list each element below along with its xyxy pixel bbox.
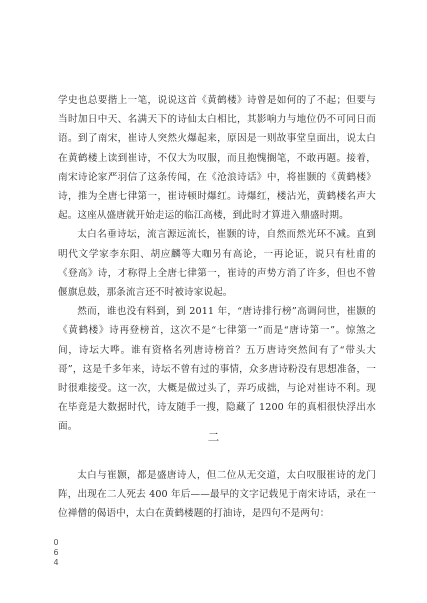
body-text-top [58,91,376,437]
page-number-digit: 6 [53,548,59,557]
page-number-digit: 0 [53,538,59,547]
paragraph: 太白与崔颢，都是盛唐诗人，但二位从无交道，太白叹服崔诗的龙门阵，出现在二人死去 400 年后——最早的文字记载见于南宋诗话，录在一位禅僧的偈语中，太白在黄鹤楼题的打油诗，是四句不是两句： [58,470,376,520]
body-text-bottom [58,466,376,524]
paragraph: 然而，谁也没有料到，到 2011 年，“唐诗排行榜”高调问世，崔颢的《黄鹤楼》诗再登榜首，这次不是“七律第一”而是“唐诗第一”。惊煞之间，诗坛大哗。谁有资格名列唐诗榜首？五万唐诗突然间有了“带头大哥”，这是千多年来，诗坛不曾有过的事情，众多唐诗粉没有思想准备，一时很难接受。这一次，大概是做过头了，弄巧成拙，与论对崔诗不利。现在毕竟是大数据时代，诗友随手一搜，隐藏了 1200 年的真相很快浮出水面。 [58,306,376,433]
paragraph: 太白名垂诗坛，流言源远流长，崔颢的诗，自然而然光环不减。直到明代文学家李东阳、胡应麟等大咖另有高论，一再论证，说只有杜甫的《登高》诗，才称得上全唐七律第一，崔诗的声势方消了许多，但也不曾偃旗息鼓，那条流言还不时被诗家说起。 [58,229,376,299]
section-heading: 二 [207,430,220,444]
page-number [52,538,60,568]
page-number-digit: 4 [53,558,59,567]
paragraph-continued: 学史也总要揩上一笔，说说这首《黄鹤楼》诗曾是如何的了不起；但要与当时加日中天、名满天下的诗仙太白相比，其影响力与地位仍不可同日而语。到了南宋，崔诗人突然火爆起来，原因是一则故事堂皇面出，说太白在黄鹤楼上读到崔诗，不仅大为叹服，而且抱愧搁笔，不敢再题。接着，南宋诗论家严羽信了这条传闻，在《沧浪诗话》中，将崔颢的《黄鹤楼》诗，推为全唐七律第一，崔诗顿时爆红。诗爆红，楼沾光，黄鹤楼名声大起。这座从盛唐就开始走运的临江高楼，到此时才算进入鼎盛时期。 [58,95,376,222]
